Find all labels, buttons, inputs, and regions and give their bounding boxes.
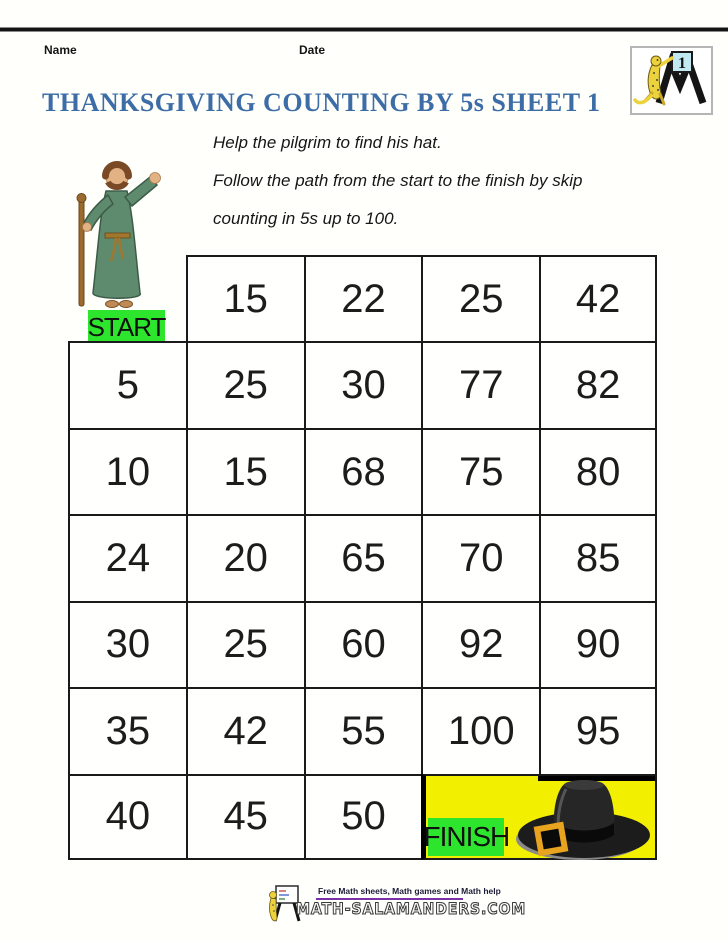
header-divider — [0, 27, 728, 32]
grid-cell[interactable]: 25 — [421, 255, 539, 341]
grid-cell[interactable]: 40 — [68, 774, 186, 860]
grid-cell[interactable]: 100 — [421, 687, 539, 773]
grid-cell[interactable]: 77 — [421, 341, 539, 427]
grid-cell[interactable]: 92 — [421, 601, 539, 687]
grid-cell[interactable]: 80 — [539, 428, 657, 514]
number-maze-grid — [68, 255, 657, 860]
name-field-label: Name — [44, 43, 77, 57]
grid-cell[interactable]: 42 — [186, 687, 304, 773]
grid-cell[interactable]: 5 — [68, 341, 186, 427]
grid-cell[interactable]: 25 — [186, 601, 304, 687]
finish-cell[interactable] — [421, 774, 657, 860]
grid-cell[interactable]: 45 — [186, 774, 304, 860]
instruction-line-1: Help the pilgrim to find his hat. — [213, 133, 442, 152]
grid-cell[interactable]: 10 — [68, 428, 186, 514]
finish-label: FINISH — [428, 818, 504, 856]
grid-gap — [68, 255, 186, 341]
instruction-line-3: counting in 5s up to 100. — [213, 209, 399, 228]
grid-cell[interactable]: 30 — [68, 601, 186, 687]
grid-cell[interactable]: 65 — [304, 514, 422, 600]
grid-cell[interactable]: 95 — [539, 687, 657, 773]
instructions — [213, 124, 582, 238]
date-field-label: Date — [299, 43, 326, 57]
grid-cell[interactable]: 70 — [421, 514, 539, 600]
grid-cell[interactable]: 60 — [304, 601, 422, 687]
grid-cell[interactable]: 30 — [304, 341, 422, 427]
grid-cell[interactable]: 35 — [68, 687, 186, 773]
footer-tagline: Free Math sheets, Math games and Math help — [318, 886, 501, 896]
grid-cell[interactable]: 50 — [304, 774, 422, 860]
grid-cell[interactable]: 42 — [539, 255, 657, 341]
grid-cell[interactable]: 20 — [186, 514, 304, 600]
pilgrim-hat-icon — [514, 777, 654, 861]
grid-cell[interactable]: 90 — [539, 601, 657, 687]
grid-cell[interactable]: 85 — [539, 514, 657, 600]
salamander-logo-badge — [630, 46, 713, 115]
page-title: THANKSGIVING COUNTING BY 5s SHEET 1 — [42, 88, 601, 117]
badge-number: 1 — [678, 55, 686, 72]
grid-cell[interactable]: 25 — [186, 341, 304, 427]
grid-cell[interactable]: 75 — [421, 428, 539, 514]
grid-cell[interactable]: 55 — [304, 687, 422, 773]
grid-cell[interactable]: 22 — [304, 255, 422, 341]
start-label: START — [88, 310, 165, 344]
grid-cell[interactable]: 15 — [186, 428, 304, 514]
grid-cell[interactable]: 24 — [68, 514, 186, 600]
grid-cell[interactable]: 68 — [304, 428, 422, 514]
instruction-line-2: Follow the path from the start to the finish by skip — [213, 171, 583, 190]
grid-cell[interactable]: 82 — [539, 341, 657, 427]
salamander-easel-badge-icon — [632, 48, 707, 109]
grid-cell[interactable]: 15 — [186, 255, 304, 341]
footer-site-name: MATH-SALAMANDERS.COM — [296, 899, 527, 918]
